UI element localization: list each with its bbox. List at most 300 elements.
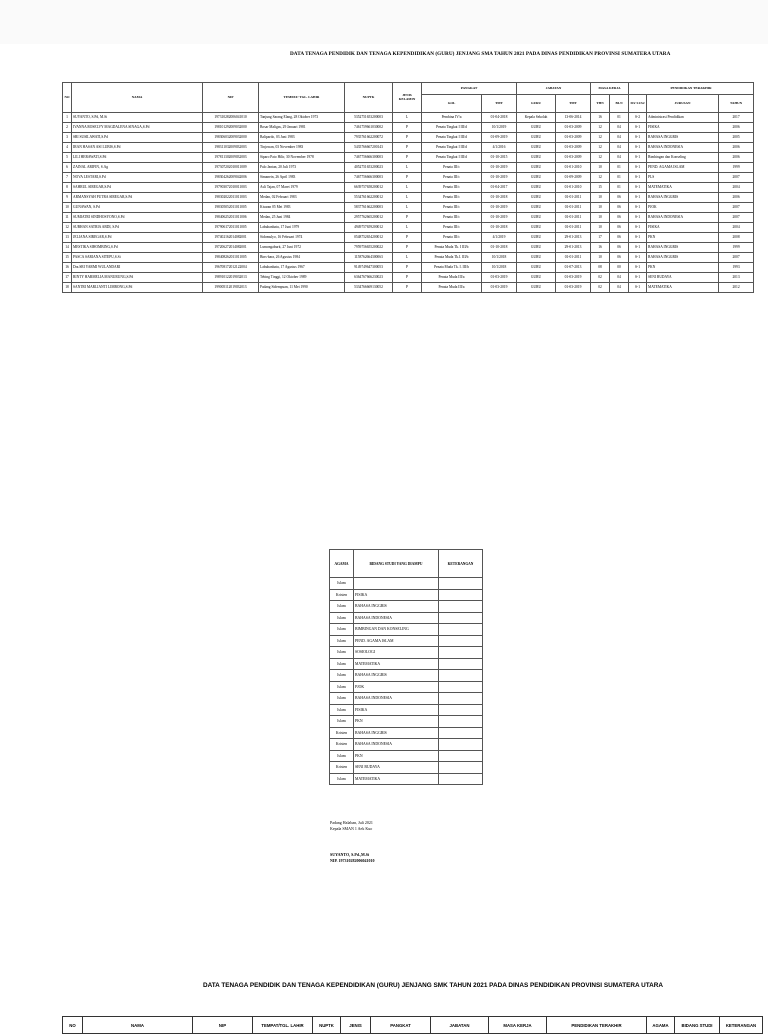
cell-no: 3 (63, 133, 72, 143)
cell-thn: 12 (591, 173, 610, 183)
header-keterangan: KETERANGAN (439, 550, 483, 578)
cell-tmt-pangkat: 01-04-2018 (482, 113, 517, 123)
cell-ttl: Palo Jantan, 20 Juli 1973 (259, 163, 345, 173)
cell-tmt-pangkat: 01-10-2018 (482, 223, 517, 233)
cell-jabatan: GURU (517, 133, 556, 143)
cell-nip: 198302022011011003 (203, 193, 259, 203)
cell-keterangan (439, 578, 483, 590)
header-ttl: TEMPAT/ TGL. LAHIR (259, 83, 345, 113)
cell-bidang-studi: SENI BUDAYA (354, 762, 439, 774)
cell-jenjang: S-1 (629, 143, 647, 153)
cell-keterangan (439, 589, 483, 601)
cell-bidang-studi: PJOK (354, 681, 439, 693)
cell-nip: 197310282006041010 (203, 113, 259, 123)
cell-nip: 198304262009042006 (203, 173, 259, 183)
cell-keterangan (439, 624, 483, 636)
cell-nuptk: 5334766669130052 (345, 283, 393, 293)
cell-jurusan: BAHASA INDONESIA (647, 213, 719, 223)
cell-nip: 198406252011011006 (203, 213, 259, 223)
cell-nama: Dra.SRI YARMI WULANDARI (72, 263, 203, 273)
cell-gol: Penata III/c (422, 173, 482, 183)
cell-jenjang: S-1 (629, 193, 647, 203)
cell-bln: 06 (610, 233, 629, 243)
header-nip: NIP (203, 83, 259, 113)
cell-gol: Penata Tingkat I III/d (422, 123, 482, 133)
cell-nuptk: 5534761662200012 (345, 193, 393, 203)
table-row (63, 153, 754, 163)
cell-jenis-kelamin: P (393, 123, 422, 133)
cell-jurusan: FISIKA (647, 223, 719, 233)
cell-bln: 04 (610, 273, 629, 283)
cell-nip: 198305052011011005 (203, 203, 259, 213)
cell-no: 12 (63, 223, 72, 233)
cell-jenis-kelamin: L (393, 163, 422, 173)
cell-jurusan: BAHASA INDONESIA (647, 143, 719, 153)
table-row (330, 727, 483, 739)
cell-tmt-jabatan: 01-07-2013 (556, 263, 591, 273)
cell-bln: 06 (610, 213, 629, 223)
cell-bln: 04 (610, 133, 629, 143)
cell-bidang-studi: BAHASA INGGRIS (354, 727, 439, 739)
cell-jabatan: GURU (517, 163, 556, 173)
cell-jenjang: S-1 (629, 283, 647, 293)
cell-nip: 199005112019032013 (203, 283, 259, 293)
header-masa-kerja: MASA KERJA (591, 83, 629, 95)
cell-thn: 12 (591, 133, 610, 143)
cell-nuptk: 0548752654200012 (345, 233, 393, 243)
header-pangkat: PANGKAT (422, 83, 517, 95)
cell-tmt-jabatan: 01-03-2009 (556, 133, 591, 143)
cell-jabatan: GURU (517, 283, 556, 293)
cell-thn: 08 (591, 263, 610, 273)
header-nama: NAMA (72, 83, 203, 113)
cell-jurusan: Administrasi Pendidikan (647, 113, 719, 123)
cell-jabatan: GURU (517, 263, 556, 273)
cell-tmt-jabatan: 01-01-2011 (556, 223, 591, 233)
cell-jenjang: S-1 (629, 213, 647, 223)
next-header-cell: BIDANG STUDI (675, 1017, 720, 1034)
cell-jabatan: GURU (517, 193, 556, 203)
cell-nama: SRI SUSILAWATI,S.Pd (72, 133, 203, 143)
cell-tmt-pangkat: 01-03-2019 (482, 283, 517, 293)
table-row (330, 704, 483, 716)
cell-agama: Islam (330, 612, 354, 624)
cell-keterangan (439, 693, 483, 705)
signature-nip: NIP. 197310282006041010 (330, 858, 375, 863)
cell-tahun: 2007 (719, 253, 754, 263)
header-bidang-studi: BIDANG STUDI YANG DIAMPU (354, 550, 439, 578)
cell-keterangan (439, 635, 483, 647)
cell-jenjang: S-1 (629, 233, 647, 243)
cell-tahun: 1999 (719, 163, 754, 173)
cell-no: 14 (63, 243, 72, 253)
cell-tmt-pangkat: 4/1/2016 (482, 143, 517, 153)
cell-bidang-studi: FISIKA (354, 589, 439, 601)
cell-jabatan: GURU (517, 203, 556, 213)
cell-thn: 10 (591, 193, 610, 203)
cell-bidang-studi: BAHASA INDONESIA (354, 693, 439, 705)
cell-jabatan: Kepala Sekolah (517, 113, 556, 123)
header-tmt: TMT (482, 95, 517, 113)
cell-no: 17 (63, 273, 72, 283)
table-row (330, 750, 483, 762)
cell-gol: Penata Tingkat I III/d (422, 133, 482, 143)
cell-jenis-kelamin: L (393, 203, 422, 213)
cell-agama: Islam (330, 704, 354, 716)
cell-keterangan (439, 739, 483, 751)
cell-nuptk: 6639757658200012 (345, 183, 393, 193)
cell-nuptk: 6364767666230023 (345, 273, 393, 283)
cell-tmt-pangkat: 01-09-2019 (482, 133, 517, 143)
cell-tmt-jabatan: 01-03-2019 (556, 273, 591, 283)
cell-ttl: Tanjung Sarang Elang, 28 Oktober 1973 (259, 113, 345, 123)
header-pendidikan: PENDIDIKAN TERAKHIR (629, 83, 754, 95)
table-row (63, 223, 754, 233)
cell-thn: 02 (591, 273, 610, 283)
header-agama: AGAMA (330, 550, 354, 578)
cell-tmt-jabatan: 01-03-2019 (556, 283, 591, 293)
table-row (330, 773, 483, 785)
cell-gol: Penata III/c (422, 203, 482, 213)
cell-tmt-pangkat: 01-04-2017 (482, 183, 517, 193)
cell-bidang-studi: BAHASA INGGRIS (354, 601, 439, 613)
cell-jurusan: PJOK (647, 203, 719, 213)
cell-keterangan (439, 762, 483, 774)
cell-gol: Penata Muda Tk. I III/b (422, 243, 482, 253)
cell-jurusan: Bimbingan dan Konseling (647, 153, 719, 163)
cell-keterangan (439, 727, 483, 739)
table-row (330, 624, 483, 636)
cell-keterangan (439, 658, 483, 670)
cell-jabatan: GURU (517, 153, 556, 163)
cell-jenjang: S-1 (629, 173, 647, 183)
table-row (63, 203, 754, 213)
cell-tmt-jabatan: 01-01-2010 (556, 163, 591, 173)
cell-ttl: Siparo Pato Hilir, 30 November 1978 (259, 153, 345, 163)
table-row (63, 263, 754, 273)
cell-bln: 06 (610, 193, 629, 203)
cell-gol: Penata III/c (422, 213, 482, 223)
cell-nama: SANTRI MARLIANTI LIMBONG,S.Pd (72, 283, 203, 293)
cell-bidang-studi (354, 578, 439, 590)
cell-jabatan: GURU (517, 233, 556, 243)
table-row (330, 762, 483, 774)
cell-nama: LILI HERAWATI,S.Pd (72, 153, 203, 163)
cell-nuptk: 1158762664300063 (345, 253, 393, 263)
cell-tmt-pangkat: 10/1/2019 (482, 123, 517, 133)
table-row (63, 233, 754, 243)
header-tahun: TAHUN (719, 95, 754, 113)
cell-no: 16 (63, 263, 72, 273)
cell-tahun: 2008 (719, 233, 754, 243)
cell-thn: 16 (591, 113, 610, 123)
next-header-cell: AGAMA (647, 1017, 675, 1034)
cell-thn: 10 (591, 163, 610, 173)
cell-bidang-studi: PKN (354, 750, 439, 762)
cell-bln: 06 (610, 243, 629, 253)
cell-agama: Islam (330, 578, 354, 590)
cell-ttl: Labuhanbatu, 17 Juni 1979 (259, 223, 345, 233)
table-row (63, 173, 754, 183)
cell-bidang-studi: BAHASA INDONESIA (354, 612, 439, 624)
cell-nama: IRAN HASAN ASI LUBIS,S.Pd (72, 143, 203, 153)
cell-jurusan: FISIKA (647, 123, 719, 133)
cell-jenis-kelamin: P (393, 143, 422, 153)
cell-thn: 12 (591, 123, 610, 133)
teacher-data-table (62, 82, 754, 293)
next-header-cell: NO (63, 1017, 83, 1034)
cell-gol: Penata Tingkat I III/d (422, 153, 482, 163)
next-page-title: DATA TENAGA PENDIDIK DAN TENAGA KEPENDIDIKAN (GURU) JENJANG SMK TAHUN 2021 PADA DINAS PENDIDIKAN PROVINSI SUMATERA UTARA (203, 982, 664, 989)
cell-jurusan: MATEMATIKA (647, 183, 719, 193)
cell-jenis-kelamin: P (393, 273, 422, 283)
cell-gol: Penata Muda Tk. I. III/b (422, 263, 482, 273)
cell-thn: 02 (591, 283, 610, 293)
header-thn: THN (591, 95, 610, 113)
cell-bln: 04 (610, 153, 629, 163)
cell-gol: Penata Muda Tk.I. III/b (422, 253, 482, 263)
cell-tmt-pangkat: 4/1/2019 (482, 233, 517, 243)
cell-no: 15 (63, 253, 72, 263)
cell-nip: 196708172012122004 (203, 263, 259, 273)
cell-keterangan (439, 670, 483, 682)
cell-ttl: Padang Sidempuan, 11 Mei 1990 (259, 283, 345, 293)
next-header-cell: TEMPAT/TGL. LAHIR (253, 1017, 313, 1034)
cell-nuptk: 7959756655200022 (345, 243, 393, 253)
cell-nama: SUYANTO, S.Pd, M.Si (72, 113, 203, 123)
cell-bidang-studi: BIMBINGAN DAN KONSELING (354, 624, 439, 636)
cell-agama: Kristen (330, 762, 354, 774)
cell-no: 2 (63, 123, 72, 133)
cell-agama: Kristen (330, 589, 354, 601)
table-row (330, 612, 483, 624)
cell-jenjang: S-1 (629, 203, 647, 213)
next-page-table-header (62, 1016, 763, 1034)
signature-position: Kepala SMAN 1 Aek Kuo (330, 826, 373, 831)
cell-nip: 197906172011011005 (203, 223, 259, 233)
cell-nuptk: 7935761662200072 (345, 133, 393, 143)
cell-jabatan: GURU (517, 223, 556, 233)
cell-tahun: 1993 (719, 263, 754, 273)
cell-thn: 10 (591, 203, 610, 213)
cell-jenis-kelamin: P (393, 243, 422, 253)
cell-jabatan: GURU (517, 253, 556, 263)
cell-thn: 15 (591, 183, 610, 193)
cell-bln: 00 (610, 263, 629, 273)
cell-jurusan: MATEMATIKA (647, 283, 719, 293)
cell-ttl: Labuhanbatu, 17 Agustus 1967 (259, 263, 345, 273)
cell-tahun: 2006 (719, 143, 754, 153)
cell-nama: GUNAWAN, S.Pd (72, 203, 203, 213)
cell-jenjang: S-1 (629, 133, 647, 143)
cell-tmt-jabatan: 01-03-2009 (556, 123, 591, 133)
cell-tmt-jabatan: 01-01-2011 (556, 213, 591, 223)
signature-place-date: Padang Halaban, Juli 2021 (330, 820, 373, 825)
cell-ttl: Asli Tajan, 07 Maret 1979 (259, 183, 345, 193)
cell-tmt-pangkat: 01-10-2015 (482, 153, 517, 163)
cell-tahun: 2005 (719, 133, 754, 143)
viewer-top-band (0, 0, 768, 44)
next-header-cell: JENIS (341, 1017, 371, 1034)
cell-nip: 197307202010011009 (203, 163, 259, 173)
cell-thn: 10 (591, 253, 610, 263)
cell-tahun: 2007 (719, 213, 754, 223)
table-row (63, 283, 754, 293)
table-row (330, 578, 483, 590)
cell-bln: 01 (610, 163, 629, 173)
cell-jabatan: GURU (517, 123, 556, 133)
cell-tahun: 2012 (719, 283, 754, 293)
cell-keterangan (439, 773, 483, 785)
cell-nama: SUBHAN SATRIA ABDI, S.Pd (72, 223, 203, 233)
cell-jenjang: S-1 (629, 263, 647, 273)
cell-jabatan: GURU (517, 273, 556, 283)
cell-gol: Penata III/c (422, 163, 482, 173)
cell-tmt-jabatan: 01-09-2009 (556, 173, 591, 183)
cell-no: 11 (63, 213, 72, 223)
cell-agama: Islam (330, 681, 354, 693)
cell-nip: 198306032009032000 (203, 133, 259, 143)
cell-tahun: 2004 (719, 183, 754, 193)
cell-jabatan: GURU (517, 243, 556, 253)
table-row (330, 589, 483, 601)
table-row (330, 601, 483, 613)
cell-agama: Islam (330, 647, 354, 659)
cell-thn: 10 (591, 213, 610, 223)
cell-tmt-pangkat: 10/1/2018 (482, 253, 517, 263)
cell-bidang-studi: SOSIOLOGI (354, 647, 439, 659)
cell-nip: 197402162014082001 (203, 233, 259, 243)
next-header-cell: KETERANGAN (720, 1017, 763, 1034)
cell-tahun: 1999 (719, 243, 754, 253)
cell-no: 1 (63, 113, 72, 123)
cell-no: 9 (63, 193, 72, 203)
cell-jenjang: S-1 (629, 253, 647, 263)
cell-nuptk: 7467756666300003 (345, 173, 393, 183)
table-row (330, 693, 483, 705)
cell-no: 8 (63, 183, 72, 193)
cell-bln: 04 (610, 283, 629, 293)
cell-gol: Penata Muda III/a (422, 283, 482, 293)
cell-tahun: 2006 (719, 193, 754, 203)
next-header-cell: JABATAN (431, 1017, 489, 1034)
cell-ttl: Tinjowan, 03 November 1983 (259, 143, 345, 153)
header-bln: BLN (610, 95, 629, 113)
cell-nip: 197206272014082001 (203, 243, 259, 253)
cell-nama: RINTY HARMELIA MANURUNG,S.Pd (72, 273, 203, 283)
cell-nama: SAHRUL SIREGAR,S.Pd (72, 183, 203, 193)
cell-no: 10 (63, 203, 72, 213)
table-row (63, 183, 754, 193)
header-jabatan: JABATAN (517, 83, 591, 95)
cell-no: 4 (63, 143, 72, 153)
cell-nip: 198910122019032013 (203, 273, 259, 283)
cell-ttl: Medan, 25 Juni 1984 (259, 213, 345, 223)
cell-nuptk: 9149749647300053 (345, 263, 393, 273)
cell-jurusan: BAHASA INGGRIS (647, 253, 719, 263)
cell-jenis-kelamin: P (393, 153, 422, 163)
cell-jurusan: PKN (647, 233, 719, 243)
cell-nama: MESTIKA SIHOMBING,S.Pd (72, 243, 203, 253)
cell-keterangan (439, 612, 483, 624)
cell-tahun: 2007 (719, 203, 754, 213)
cell-gol: Penata III/c (422, 223, 482, 233)
cell-nuptk: 7467756666300003 (345, 153, 393, 163)
table-row (63, 253, 754, 263)
cell-jabatan: GURU (517, 143, 556, 153)
cell-bln: 04 (610, 143, 629, 153)
next-header-cell: PANGKAT (371, 1017, 431, 1034)
cell-bln: 06 (610, 253, 629, 263)
cell-ttl: Tebing Tinggi, 12 Oktober 1989 (259, 273, 345, 283)
cell-keterangan (439, 647, 483, 659)
cell-bln: 06 (610, 223, 629, 233)
cell-jurusan: SENI BUDAYA (647, 273, 719, 283)
cell-tmt-pangkat: 01-03-2019 (482, 273, 517, 283)
cell-nip: 198311032009032003 (203, 143, 259, 153)
signature-name: SUYANTO, S.Pd.,M.Si (330, 852, 370, 857)
table-row (63, 213, 754, 223)
cell-nip: 197903072010011003 (203, 183, 259, 193)
cell-tmt-pangkat: 01-10-2019 (482, 173, 517, 183)
header-jenjang: D3/ S1/S2 (629, 95, 647, 113)
cell-nip: 198101292009032000 (203, 123, 259, 133)
cell-agama: Islam (330, 624, 354, 636)
cell-jurusan: BAHASA INGGRIS (647, 243, 719, 253)
cell-tmt-jabatan: 01-01-2011 (556, 193, 591, 203)
cell-nama: SUMIATRI SINDHOSYONO,S.Pd (72, 213, 203, 223)
cell-thn: 17 (591, 233, 610, 243)
cell-nama: ZAINAL ARIFIN, S.Ag (72, 163, 203, 173)
cell-agama: Islam (330, 670, 354, 682)
header-nuptk: NUPTK (345, 83, 393, 113)
cell-no: 13 (63, 233, 72, 243)
header-jenis-kelamin: JENIS KELAMIN (393, 83, 422, 113)
cell-gol: Penata III/c (422, 233, 482, 243)
cell-tmt-jabatan: 01-03-2009 (556, 143, 591, 153)
next-header-cell: PENDIDIKAN TERAKHIR (547, 1017, 647, 1034)
next-header-cell: NUPTK (313, 1017, 341, 1034)
header-gol: GOL (422, 95, 482, 113)
cell-thn: 16 (591, 243, 610, 253)
cell-nama: PASCA SARIANA SITEPU,S.Si (72, 253, 203, 263)
cell-nuptk: 2957762665200012 (345, 213, 393, 223)
cell-bln: 01 (610, 173, 629, 183)
cell-nama: NOVA LESTARI,S.Pd (72, 173, 203, 183)
cell-tmt-pangkat: 01-10-2019 (482, 213, 517, 223)
cell-jenjang: S-1 (629, 163, 647, 173)
cell-tmt-pangkat: 01-10-2018 (482, 193, 517, 203)
cell-bidang-studi: BAHASA INGGRIS (354, 670, 439, 682)
table-row (63, 133, 754, 143)
cell-thn: 12 (591, 143, 610, 153)
cell-tmt-pangkat: 01-10-2019 (482, 203, 517, 213)
cell-tmt-jabatan: 13-06-2014 (556, 113, 591, 123)
table-row (330, 739, 483, 751)
cell-ttl: Lumongaburit, 27 Juni 1972 (259, 243, 345, 253)
cell-bln: 06 (610, 203, 629, 213)
cell-gol: Penata III/c (422, 193, 482, 203)
cell-bidang-studi: PEND. AGAMA ISLAM (354, 635, 439, 647)
cell-tahun: 2004 (719, 223, 754, 233)
cell-no: 6 (63, 163, 72, 173)
cell-ttl: Bosar Maligas, 29 Januari 1981 (259, 123, 345, 133)
table-row (330, 670, 483, 682)
cell-jenjang: S-1 (629, 223, 647, 233)
header-jurusan: JURUSAN (647, 95, 719, 113)
cell-keterangan (439, 716, 483, 728)
cell-agama: Islam (330, 773, 354, 785)
